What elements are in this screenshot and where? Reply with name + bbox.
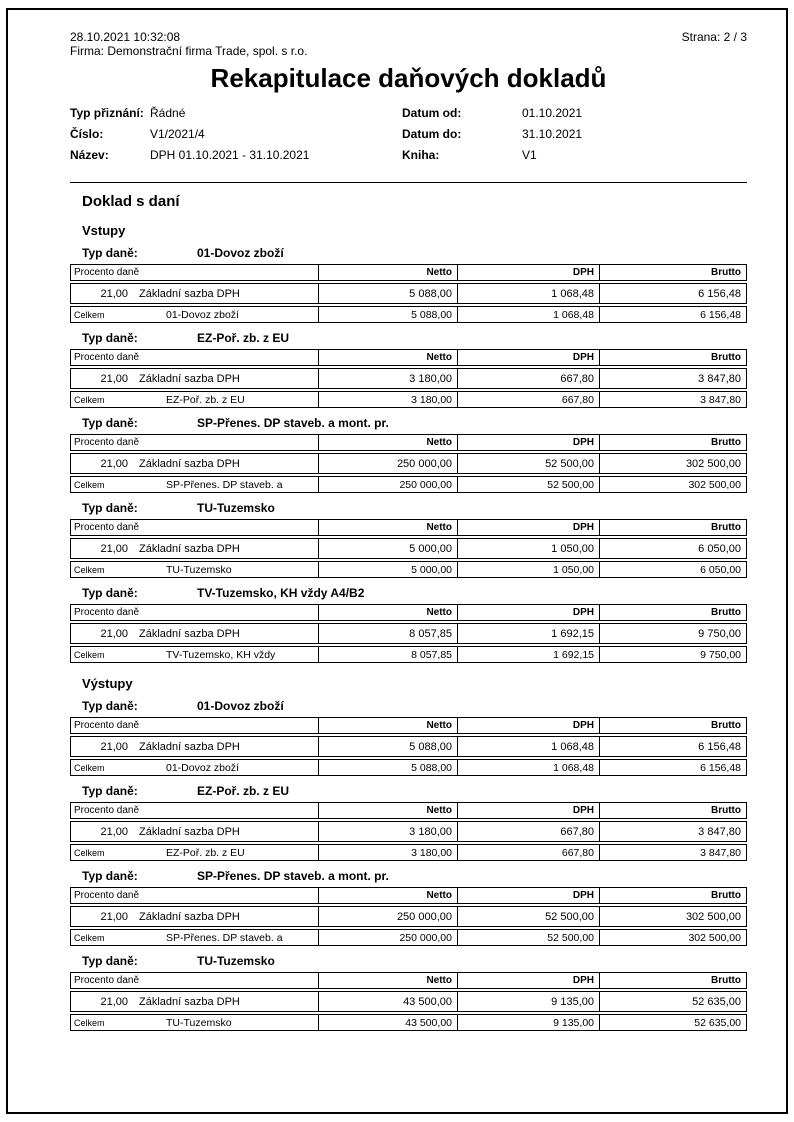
netto-value: 5 000,00: [318, 539, 457, 558]
celkem-tax-type: 01-Dovoz zboží: [166, 761, 239, 774]
rate-name: Základní sazba DPH: [139, 457, 240, 470]
table-header-row: [70, 887, 747, 904]
dph-value: 9 135,00: [457, 992, 599, 1011]
celkem-tax-type: EZ-Poř. zb. z EU: [166, 393, 245, 406]
celkem-label: Celkem: [74, 762, 105, 773]
tax-type-block: [70, 955, 747, 1031]
rate-name: Základní sazba DPH: [139, 825, 240, 838]
meta-label-cislo: Číslo:: [70, 127, 104, 141]
rate-name: Základní sazba DPH: [139, 542, 240, 555]
tax-type-name: SP-Přenes. DP staveb. a mont. pr.: [197, 416, 389, 430]
rate-percent: 21,00: [100, 995, 128, 1008]
rate-cell: [71, 539, 318, 558]
rate-percent: 21,00: [100, 740, 128, 753]
tax-table: [70, 887, 747, 946]
brutto-value: 9 750,00: [599, 624, 746, 643]
tax-type-label: Typ daně:: [82, 699, 138, 713]
total-row: [70, 476, 747, 493]
col-header-netto: Netto: [318, 803, 457, 818]
tax-type-row: [82, 587, 747, 600]
meta-value-kniha: V1: [522, 148, 537, 162]
col-header-brutto: Brutto: [599, 350, 746, 365]
celkem-label: Celkem: [74, 847, 105, 858]
report-page: [70, 30, 747, 1031]
tax-rate-row: [70, 283, 747, 304]
brutto-value: 6 156,48: [599, 284, 746, 303]
celkem-label: Celkem: [74, 309, 105, 320]
tax-type-name: EZ-Poř. zb. z EU: [197, 784, 290, 798]
celkem-tax-type: SP-Přenes. DP staveb. a: [166, 931, 283, 944]
rate-name: Základní sazba DPH: [139, 627, 240, 640]
total-netto-value: 5 088,00: [318, 307, 457, 322]
total-brutto-value: 52 635,00: [599, 1015, 746, 1030]
tax-rate-row: [70, 736, 747, 757]
celkem-tax-type: TV-Tuzemsko, KH vždy: [166, 648, 276, 661]
tax-type-block: [70, 417, 747, 493]
celkem-tax-type: SP-Přenes. DP staveb. a: [166, 478, 283, 491]
total-brutto-value: 9 750,00: [599, 647, 746, 662]
col-header-procento-dane: Procento daně: [74, 890, 140, 901]
netto-value: 5 088,00: [318, 737, 457, 756]
total-row: [70, 844, 747, 861]
table-header-row: [70, 434, 747, 451]
rate-percent: 21,00: [100, 627, 128, 640]
netto-value: 43 500,00: [318, 992, 457, 1011]
brutto-value: 52 635,00: [599, 992, 746, 1011]
col-header-brutto: Brutto: [599, 888, 746, 903]
col-header-dph: DPH: [457, 718, 599, 733]
brutto-value: 6 050,00: [599, 539, 746, 558]
netto-value: 3 180,00: [318, 369, 457, 388]
col-header-procento-dane: Procento daně: [74, 720, 140, 731]
tax-type-row: [82, 247, 747, 260]
col-header-brutto: Brutto: [599, 265, 746, 280]
tax-rate-row: [70, 623, 747, 644]
tax-type-name: 01-Dovoz zboží: [197, 699, 284, 713]
total-dph-value: 52 500,00: [457, 477, 599, 492]
celkem-label: Celkem: [74, 394, 105, 405]
total-netto-value: 8 057,85: [318, 647, 457, 662]
tax-type-block: [70, 247, 747, 323]
tax-table: [70, 434, 747, 493]
col-header-brutto: Brutto: [599, 803, 746, 818]
tax-type-row: [82, 332, 747, 345]
group-tables-vstupy: [70, 247, 747, 663]
tax-type-row: [82, 870, 747, 883]
tax-type-block: [70, 587, 747, 663]
tax-type-row: [82, 955, 747, 968]
total-brutto-value: 302 500,00: [599, 930, 746, 945]
col-header-brutto: Brutto: [599, 520, 746, 535]
rate-cell: [71, 369, 318, 388]
col-header-netto: Netto: [318, 350, 457, 365]
tax-type-label: Typ daně:: [82, 869, 138, 883]
meta-value-typ-priznani: Řádné: [150, 106, 186, 120]
meta-label-datum-do: Datum do:: [402, 127, 462, 141]
tax-type-block: [70, 332, 747, 408]
total-dph-value: 1 692,15: [457, 647, 599, 662]
tax-type-name: TU-Tuzemsko: [197, 954, 275, 968]
group-title-vystupy: Výstupy: [82, 676, 133, 691]
tax-rate-row: [70, 821, 747, 842]
tax-type-label: Typ daně:: [82, 246, 138, 260]
total-row: [70, 929, 747, 946]
tax-table: [70, 349, 747, 408]
col-header-dph: DPH: [457, 803, 599, 818]
total-label-cell: [71, 477, 318, 492]
col-header-netto: Netto: [318, 718, 457, 733]
celkem-label: Celkem: [74, 479, 105, 490]
rate-name: Základní sazba DPH: [139, 995, 240, 1008]
group-tables-vystupy: [70, 700, 747, 1031]
col-header-dph: DPH: [457, 435, 599, 450]
total-label-cell: [71, 392, 318, 407]
col-header-dph: DPH: [457, 265, 599, 280]
table-header-row: [70, 604, 747, 621]
dph-value: 1 068,48: [457, 284, 599, 303]
brutto-value: 302 500,00: [599, 454, 746, 473]
horizontal-divider: [70, 182, 747, 183]
col-header-dph: DPH: [457, 973, 599, 988]
col-header-netto: Netto: [318, 888, 457, 903]
rate-cell: [71, 907, 318, 926]
rate-cell: [71, 624, 318, 643]
tax-type-block: [70, 700, 747, 776]
celkem-tax-type: 01-Dovoz zboží: [166, 308, 239, 321]
total-dph-value: 1 068,48: [457, 307, 599, 322]
tax-rate-row: [70, 906, 747, 927]
tax-type-row: [82, 700, 747, 713]
tax-type-row: [82, 502, 747, 515]
col-header-netto: Netto: [318, 605, 457, 620]
tax-type-label: Typ daně:: [82, 416, 138, 430]
meta-label-datum-od: Datum od:: [402, 106, 462, 120]
dph-value: 52 500,00: [457, 454, 599, 473]
tax-type-block: [70, 785, 747, 861]
total-dph-value: 1 068,48: [457, 760, 599, 775]
celkem-label: Celkem: [74, 932, 105, 943]
total-dph-value: 9 135,00: [457, 1015, 599, 1030]
total-brutto-value: 3 847,80: [599, 392, 746, 407]
meta-value-cislo: V1/2021/4: [150, 127, 205, 141]
tax-table: [70, 972, 747, 1031]
celkem-label: Celkem: [74, 564, 105, 575]
col-header-netto: Netto: [318, 973, 457, 988]
col-header-procento-dane: Procento daně: [74, 267, 140, 278]
col-header-dph: DPH: [457, 605, 599, 620]
tax-type-label: Typ daně:: [82, 331, 138, 345]
total-netto-value: 5 000,00: [318, 562, 457, 577]
col-header-brutto: Brutto: [599, 605, 746, 620]
brutto-value: 302 500,00: [599, 907, 746, 926]
total-row: [70, 1014, 747, 1031]
rate-name: Základní sazba DPH: [139, 740, 240, 753]
total-netto-value: 43 500,00: [318, 1015, 457, 1030]
col-header-brutto: Brutto: [599, 435, 746, 450]
total-row: [70, 306, 747, 323]
total-netto-value: 250 000,00: [318, 477, 457, 492]
meta-value-datum-do: 31.10.2021: [522, 127, 583, 141]
group-vystupy: [70, 676, 747, 1031]
page-number: Strana: 2 / 3: [681, 30, 747, 44]
col-header-netto: Netto: [318, 435, 457, 450]
total-label-cell: [71, 647, 318, 662]
col-header-procento-dane: Procento daně: [74, 805, 140, 816]
rate-cell: [71, 454, 318, 473]
netto-value: 8 057,85: [318, 624, 457, 643]
total-dph-value: 667,80: [457, 392, 599, 407]
col-header-procento-dane: Procento daně: [74, 352, 140, 363]
dph-value: 52 500,00: [457, 907, 599, 926]
tax-type-row: [82, 785, 747, 798]
rate-percent: 21,00: [100, 542, 128, 555]
total-label-cell: [71, 930, 318, 945]
total-row: [70, 391, 747, 408]
table-header-row: [70, 802, 747, 819]
tax-type-label: Typ daně:: [82, 586, 138, 600]
total-brutto-value: 6 156,48: [599, 307, 746, 322]
table-header-row: [70, 519, 747, 536]
total-row: [70, 646, 747, 663]
tax-type-block: [70, 870, 747, 946]
table-header-row: [70, 349, 747, 366]
rate-percent: 21,00: [100, 457, 128, 470]
report-meta: [70, 103, 747, 166]
total-brutto-value: 6 156,48: [599, 760, 746, 775]
total-brutto-value: 302 500,00: [599, 477, 746, 492]
rate-name: Základní sazba DPH: [139, 372, 240, 385]
col-header-dph: DPH: [457, 520, 599, 535]
rate-cell: [71, 737, 318, 756]
print-datetime: 28.10.2021 10:32:08: [70, 30, 181, 44]
col-header-netto: Netto: [318, 265, 457, 280]
total-netto-value: 3 180,00: [318, 392, 457, 407]
celkem-tax-type: EZ-Poř. zb. z EU: [166, 846, 245, 859]
tax-table: [70, 264, 747, 323]
rate-percent: 21,00: [100, 372, 128, 385]
brutto-value: 6 156,48: [599, 737, 746, 756]
tax-rate-row: [70, 453, 747, 474]
rate-percent: 21,00: [100, 287, 128, 300]
tax-type-row: [82, 417, 747, 430]
brutto-value: 3 847,80: [599, 822, 746, 841]
table-header-row: [70, 717, 747, 734]
group-vstupy: [70, 223, 747, 663]
total-label-cell: [71, 760, 318, 775]
total-dph-value: 667,80: [457, 845, 599, 860]
tax-type-name: TV-Tuzemsko, KH vždy A4/B2: [197, 586, 365, 600]
dph-value: 1 050,00: [457, 539, 599, 558]
meta-value-nazev: DPH 01.10.2021 - 31.10.2021: [150, 148, 310, 162]
tax-type-label: Typ daně:: [82, 954, 138, 968]
meta-label-kniha: Kniha:: [402, 148, 440, 162]
total-row: [70, 561, 747, 578]
col-header-dph: DPH: [457, 888, 599, 903]
col-header-procento-dane: Procento daně: [74, 975, 140, 986]
total-label-cell: [71, 307, 318, 322]
netto-value: 250 000,00: [318, 454, 457, 473]
dph-value: 667,80: [457, 822, 599, 841]
tax-rate-row: [70, 991, 747, 1012]
tax-rate-row: [70, 368, 747, 389]
dph-value: 667,80: [457, 369, 599, 388]
rate-percent: 21,00: [100, 825, 128, 838]
rate-cell: [71, 822, 318, 841]
total-dph-value: 1 050,00: [457, 562, 599, 577]
tax-rate-row: [70, 538, 747, 559]
tax-type-label: Typ daně:: [82, 784, 138, 798]
celkem-tax-type: TU-Tuzemsko: [166, 563, 232, 576]
celkem-label: Celkem: [74, 649, 105, 660]
celkem-tax-type: TU-Tuzemsko: [166, 1016, 232, 1029]
total-label-cell: [71, 1015, 318, 1030]
col-header-netto: Netto: [318, 520, 457, 535]
total-brutto-value: 3 847,80: [599, 845, 746, 860]
total-row: [70, 759, 747, 776]
tax-type-block: [70, 502, 747, 578]
tax-table: [70, 802, 747, 861]
tax-type-name: TU-Tuzemsko: [197, 501, 275, 515]
table-header-row: [70, 264, 747, 281]
tax-table: [70, 604, 747, 663]
tax-type-label: Typ daně:: [82, 501, 138, 515]
col-header-brutto: Brutto: [599, 973, 746, 988]
col-header-procento-dane: Procento daně: [74, 437, 140, 448]
meta-label-nazev: Název:: [70, 148, 109, 162]
total-label-cell: [71, 562, 318, 577]
total-brutto-value: 6 050,00: [599, 562, 746, 577]
tax-table: [70, 717, 747, 776]
tax-type-name: 01-Dovoz zboží: [197, 246, 284, 260]
netto-value: 3 180,00: [318, 822, 457, 841]
celkem-label: Celkem: [74, 1017, 105, 1028]
total-netto-value: 3 180,00: [318, 845, 457, 860]
meta-label-typ-priznani: Typ přiznání:: [70, 106, 144, 120]
rate-percent: 21,00: [100, 910, 128, 923]
report-header: [70, 30, 747, 44]
total-label-cell: [71, 845, 318, 860]
total-dph-value: 52 500,00: [457, 930, 599, 945]
tax-type-name: SP-Přenes. DP staveb. a mont. pr.: [197, 869, 389, 883]
rate-name: Základní sazba DPH: [139, 287, 240, 300]
dph-value: 1 692,15: [457, 624, 599, 643]
rate-name: Základní sazba DPH: [139, 910, 240, 923]
group-title-vstupy: Vstupy: [82, 223, 126, 238]
netto-value: 250 000,00: [318, 907, 457, 926]
col-header-procento-dane: Procento daně: [74, 522, 140, 533]
netto-value: 5 088,00: [318, 284, 457, 303]
rate-cell: [71, 992, 318, 1011]
dph-value: 1 068,48: [457, 737, 599, 756]
section-title: Doklad s daní: [82, 193, 180, 210]
tax-table: [70, 519, 747, 578]
company-name: Firma: Demonstrační firma Trade, spol. s r.o.: [70, 44, 308, 58]
table-header-row: [70, 972, 747, 989]
rate-cell: [71, 284, 318, 303]
col-header-brutto: Brutto: [599, 718, 746, 733]
tax-type-name: EZ-Poř. zb. z EU: [197, 331, 290, 345]
report-title: Rekapitulace daňových dokladů: [210, 63, 607, 93]
total-netto-value: 5 088,00: [318, 760, 457, 775]
col-header-procento-dane: Procento daně: [74, 607, 140, 618]
meta-value-datum-od: 01.10.2021: [522, 106, 583, 120]
col-header-dph: DPH: [457, 350, 599, 365]
total-netto-value: 250 000,00: [318, 930, 457, 945]
brutto-value: 3 847,80: [599, 369, 746, 388]
